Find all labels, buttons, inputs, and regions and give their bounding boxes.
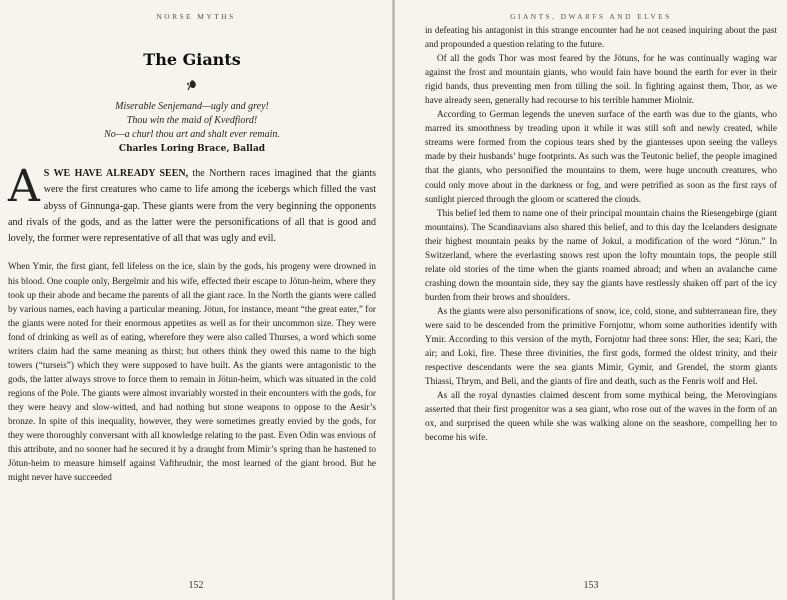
epigraph-attribution: Charles Loring Brace, Ballad bbox=[118, 144, 266, 154]
lead-text: the Northern races imagined that the giants were the first creatures who came to life among the icebergs which filled the vast abyss of Ginnunga-gap. These giants were from the very beginning the opponents and rivals of the gods, and as the latter were the personifications of all that is good and lovely, the former were representative of all that was ugly and evil. bbox=[8, 168, 376, 245]
drop-cap: A bbox=[8, 161, 40, 212]
body-paragraph: As all the royal dynasties claimed descent from some mythical being, the Merovingians asserted that their first progenitor was a sea giant, who rose out of the waves in the form of an ox, and surprised the queen while she was walking alone on the seashore, compelling her to become his wife. bbox=[425, 390, 777, 443]
body-paragraph: As the giants were also personifications of snow, ice, cold, stone, and subterranean fire, they were said to be descended from the primitive Fornjotnr, whom some authorities identify with Ymir. According to this version of the myth, Fornjotnr had three sons: Hler, the sea; Kari, the air; and Loki, fire. These three divinities, the first gods, formed the oldest trinity, and their respective descendants were the sea giants Mimir, Gymir, and Grendel, the storm giants Thiassi, Thrym, and Beli, and the giants of fire and death, such as the Fenris wolf and Hel. bbox=[425, 305, 777, 387]
epigraph bbox=[8, 100, 376, 142]
chapter-title: The Giants bbox=[143, 50, 241, 69]
epigraph-line: Thou win the maid of Kvedfiord! bbox=[126, 115, 258, 126]
body-paragraph: Of all the gods Thor was most feared by the Jötuns, for he was continually waging war against the frost and mountain giants, who would fain have bound the earth for ever in their rigid bands, thus preventing men from tilling the soil. In fighting against them, Thor, as we have already seen, generally had recourse to his terrible hammer Miolnir. bbox=[425, 53, 777, 106]
right-page-body bbox=[425, 23, 777, 444]
epigraph-line: Miserable Senjemand—ugly and grey! bbox=[115, 101, 269, 112]
left-page-body bbox=[8, 0, 376, 484]
leaf-fleuron-icon bbox=[8, 78, 376, 90]
page-number-left: 152 bbox=[188, 580, 204, 591]
body-paragraph: According to German legends the uneven surface of the earth was due to the giants, who marred its smoothness by treading upon it while it was still soft and newly created, while streams were formed from the copious tears shed by the giantesses upon seeing the valleys made by their husbands’ huge footprints. As such was the Teutonic belief, the people imagined that the giants, who personified the mountains to them, were huge uncouth creatures, who could only move about in the darkness or fog, and were petrified as soon as the first rays of sunlight pierced through the gloom or scattered the clouds. bbox=[425, 109, 777, 204]
epigraph-line: No—a churl thou art and shalt ever remain. bbox=[104, 129, 280, 140]
body-paragraph: This belief led them to name one of their principal mountain chains the Riesengebirge (giant mountains). The Scandinavians also shared this belief, and to this day the Icelanders designate their highest mountain peaks by the name of Jokul, a modification of the word “Jötun.” In Switzerland, where the everlasting snows rest upon the lofty mountain tops, the people still relate old stories of the time when the giants roamed abroad; and when an avalanche came crashing down the mountain side, they say the giants have restlessly shaken off part of the icy burden from their brows and shoulders. bbox=[425, 207, 777, 302]
body-paragraph: When Ymir, the first giant, fell lifeless on the ice, slain by the gods, his progeny were drowned in his blood. One couple only, Bergelmir and his wife, effected their escape to Jötun-heim, where they took up their abode and became the parents of all the giant race. In the North the giants were called by various names, each having a particular meaning. Jötun, for instance, meant “the great eater,” for the giants were noted for their enormous appetites as well as for their uncommon size. They were fond of drinking as well as of eating, wherefore they were also called Thurses, a word which some writers claim had the same meaning as thirst; but others think they owed this name to the high towers (“turseis”) which they were supposed to have built. As the giants were antagonistic to the gods, the latter always strove to force them to remain in Jötun-heim, which was situated in the cold regions of the Pole. The giants were almost invariably worsted in their encounters with the gods, for they were heavy and slow-witted, and had nothing but stone weapons to oppose to the Aesir’s bronze. In spite of this inequality, however, they were sometimes greatly envied by the gods, for they were thoroughly conversant with all knowledge relating to the past. Even Odin was envious of this attribute, and no sooner had he secured it by a draught from Mimir’s spring than he hastened to Jötun-heim to measure himself against Vafthrudnir, the most learned of the giant brood. But he might never have succeeded bbox=[8, 261, 376, 483]
lead-opening: S WE HAVE ALREADY SEEN, bbox=[43, 168, 189, 179]
lead-paragraph bbox=[8, 161, 376, 247]
running-head-left: NORSE MYTHS bbox=[156, 12, 236, 21]
left-page bbox=[0, 0, 392, 600]
right-page bbox=[395, 0, 787, 600]
body-paragraph: in defeating his antagonist in this strange encounter had he not ceased inquiring about the past and propounded a question relating to the future. bbox=[425, 25, 777, 50]
page-number-right: 153 bbox=[583, 580, 599, 591]
running-head-right: GIANTS, DWARFS AND ELVES bbox=[510, 12, 672, 21]
